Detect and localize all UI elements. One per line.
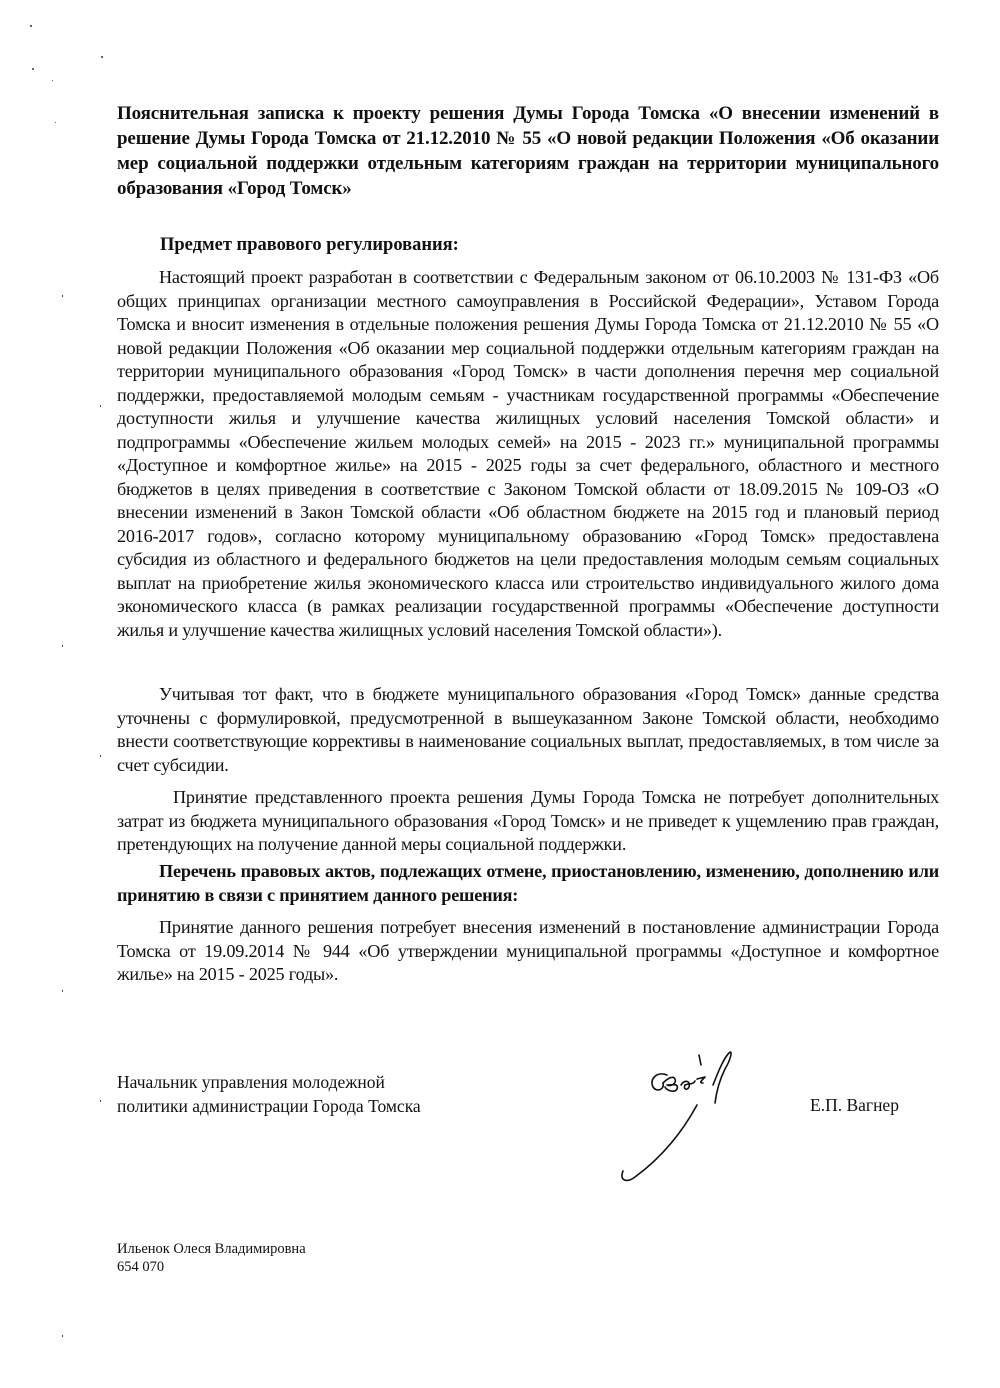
scan-speck [101,56,103,58]
handwritten-signature [605,1045,775,1185]
signatory-role [117,1070,421,1118]
scan-speck [55,122,56,123]
signatory-role-line1: Начальник управления молодежной [117,1072,385,1092]
scan-speck [30,25,32,27]
scan-speck [62,295,63,297]
section-heading-subject: Предмет правового регулирования: [160,235,459,255]
scan-speck [100,1100,101,1102]
signatory-name: Е.П. Вагнер [810,1095,899,1115]
contact-phone: 654 070 [117,1259,165,1275]
signatory-role-line2: политики администрации Города Томска [117,1096,421,1116]
scan-speck [100,405,101,407]
scan-speck [62,1335,63,1337]
paragraph-costs: Принятие представленного проекта решения Думы Города Томска не потребует дополнительных затрат из бюджета муниципального образования «Город Томск» и не приведет к ущемлению прав граждан, претендующих на получение данной меры социальной поддержки. [117,787,939,854]
contact-name: Ильенок Олеся Владимировна [117,1241,306,1257]
section-heading-acts: Перечень правовых актов, подлежащих отмене, приостановлению, изменению, дополнению или принятию в связи с принятием данного решения: [117,861,939,905]
paragraph-budget: Учитывая тот факт, что в бюджете муниципального образования «Город Томск» данные средства уточнены с формулировкой, предусмотренной в вышеуказанном Законе Томской области, необходимо внести соответствующие коррективы в наименование социальных выплат, предоставляемых, в том числе за счет субсидии. [117,684,939,775]
scan-speck [62,645,63,647]
contact-block [117,1240,306,1276]
scan-speck [62,990,63,992]
scan-speck [52,80,53,81]
document-title: Пояснительная записка к проекту решения Думы Города Томска «О внесении изменений в решение Думы Города Томска от 21.12.2010 № 55 «О новой редакции Положения «Об оказании мер социальной поддержки отдельным категориям граждан на территории муниципального образования «Город Томск» [117,103,939,199]
scan-speck [32,68,34,70]
scan-speck [100,755,101,757]
paragraph-acts: Принятие данного решения потребует внесения изменений в постановление администрации Города Томска от 19.09.2014 № 944 «Об утверждении муниципальной программы «Доступное и комфортное жилье» на 2015 - 2025 годы». [117,917,939,984]
paragraph-main: Настоящий проект разработан в соответствии с Федеральным законом от 06.10.2003 № 131-ФЗ «Об общих принципах организации местного самоуправления в Российской Федерации», Уставом Города Томска и вносит изменения в отдельные положения решения Думы Города Томска от 21.12.2010 № 55 «О новой редакции Положения «Об оказании мер социальной поддержки отдельным категориям граждан на территории муниципального образования «Город Томск» в части дополнения перечня мер социальной поддержки, предоставляемой молодым семьям - участникам государственной программы «Обеспечение доступности жилья и улучшение качества жилищных условий населения Томской области» и подпрограммы «Обеспечение жильем молодых семей» на 2015 - 2023 гг.» муниципальной программы «Доступное и комфортное жилье» на 2015 - 2025 годы за счет федерального, областного и местного бюджетов в целях приведения в соответствие с Законом Томской области от 18.09.2015 № 109-ОЗ «О внесении изменений в Закон Томской области «Об областном бюджете на 2015 год и плановый период 2016-2017 годов», согласно которому муниципальному образованию «Город Томск» предоставлена субсидия из областного и федерального бюджетов на цели предоставления молодым семьям социальных выплат на приобретение жилья экономического класса или строительство индивидуального жилого дома экономического класса (в рамках реализации государственной программы «Обеспечение доступности жилья и улучшение качества жилищных условий населения Томской области»). [117,267,939,640]
